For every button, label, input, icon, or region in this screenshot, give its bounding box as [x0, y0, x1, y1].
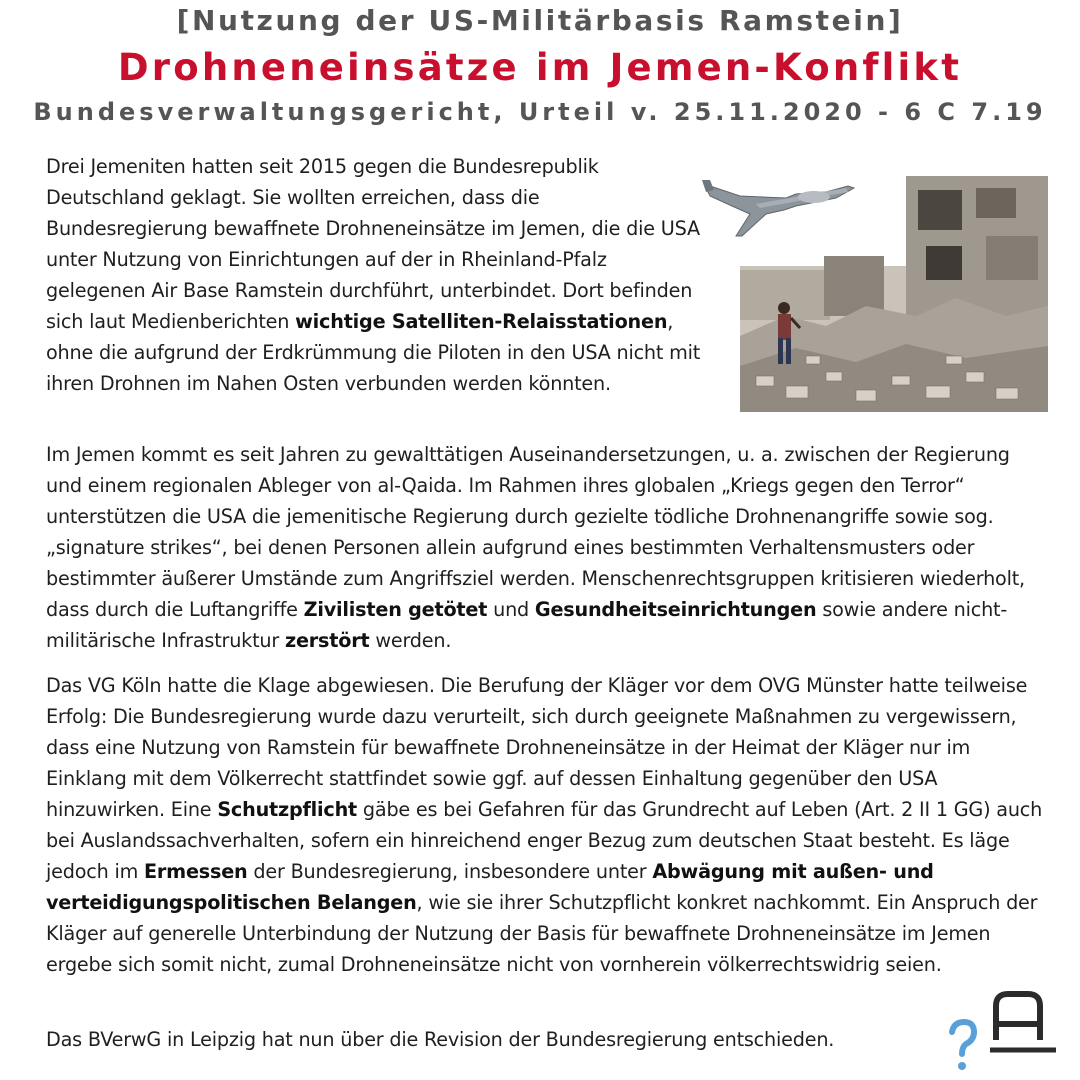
paragraph-text: gäbe es bei Gefahren für das Grundrecht auf Leben (Art. 2 II 1 GG) auch bei Auslandssachverhalten, sofern ein hinreichend enger Bezug zum deutschen Staat besteht. Es läge jedoch im	[46, 798, 1043, 883]
paragraph-text: Das VG Köln hatte die Klage abgewiesen. Die Berufung der Kläger vor dem OVG Münster hatte teilweise Erfolg: Die Bundesregierung wurde dazu verurteilt, sich durch geeignete Maßnahmen zu vergewissern, dass eine Nutzung von Ramstein für bewaffnete Drohneneinsätze in der Heimat der Kläger nur im Einklang mit dem Völkerrecht stattfindet sowie ggf. auf dessen Einhaltung gegenüber den USA hinzuwirken. Eine	[46, 674, 1028, 821]
emphasis-balancing: Abwägung mit außen- und verteidigungspolitischen Belangen	[46, 860, 934, 914]
drone-and-rubble-photo	[696, 166, 1048, 412]
paragraph-text: der Bundesregierung, insbesondere unter	[247, 860, 653, 883]
emphasis-duty-to-protect: Schutzpflicht	[217, 798, 358, 821]
drone-icon	[702, 180, 854, 236]
emphasis-destroyed: zerstört	[284, 629, 370, 652]
page-title: Drohneneinsätze im Jemen-Konflikt	[117, 46, 963, 89]
paragraph-conflict	[46, 439, 1046, 656]
paragraph-text: sowie andere nicht-militärische Infrastruktur	[46, 598, 1008, 652]
question-a-logo	[944, 986, 1068, 1076]
paragraph-text: , ohne die aufgrund der Erdkrümmung die Piloten in den USA nicht mit ihren Drohnen im Nahen Osten verbunden werden könnten.	[46, 310, 701, 395]
emphasis-civilians-killed: Zivilisten getötet	[303, 598, 488, 621]
paragraph-text: Im Jemen kommt es seit Jahren zu gewalttätigen Auseinandersetzungen, u. a. zwischen der Regierung und einem regionalen Ableger von al-Qaida. Im Rahmen ihres globalen „Kriegs gegen den Terror“ unterstützen die USA die jemenitische Regierung durch gezielte tödliche Drohnenangriffe sowie sog. „signature strikes“, bei denen Personen allein aufgrund eines bestimmten Verhaltensmusters oder bestimmter äußerer Umstände zum Angriffsziel werden. Menschenrechtsgruppen kritisieren wiederholt, dass durch die Luftangriffe	[46, 443, 1025, 621]
paragraph-text: und	[487, 598, 535, 621]
letter-a-icon	[990, 994, 1056, 1050]
paragraph-lower-courts	[46, 670, 1046, 980]
paragraph-text: Drei Jemeniten hatten seit 2015 gegen die Bundesrepublik Deutschland geklagt. Sie wollten erreichen, dass die Bundesregierung bewaffnete Drohneneinsätze im Jemen, die die USA unter Nutzung von Einrichtungen auf der in Rheinland-Pfalz gelegenen Air Base Ramstein durchführt, unterbindet. Dort befinden sich laut Medienberichten	[46, 155, 700, 333]
paragraph-text: werden.	[369, 629, 452, 652]
paragraph-outcome: Das BVerwG in Leipzig hat nun über die Revision der Bundesregierung entschieden.	[46, 1028, 835, 1051]
paragraph-background	[46, 151, 706, 399]
emphasis-relay-stations: wichtige Satelliten-Relaisstationen	[295, 310, 668, 333]
question-mark-icon	[952, 1022, 974, 1070]
emphasis-discretion: Ermessen	[144, 860, 248, 883]
court-reference: Bundesverwaltungsgericht, Urteil v. 25.11.2020 - 6 C 7.19	[33, 98, 1047, 126]
paragraph-text: , wie sie ihrer Schutzpflicht konkret nachkommt. Ein Anspruch der Kläger auf generelle Unterbindung der Nutzung der Basis für bewaffnete Drohneneinsätze im Jemen ergebe sich somit nicht, zumal Drohneneinsätze nicht von vornherein völkerrechtswidrig seien.	[46, 891, 1038, 976]
emphasis-health-facilities: Gesundheitseinrichtungen	[534, 598, 817, 621]
rubble-scene	[740, 176, 1048, 412]
header-kicker: [Nutzung der US-Militärbasis Ramstein]	[176, 4, 904, 37]
